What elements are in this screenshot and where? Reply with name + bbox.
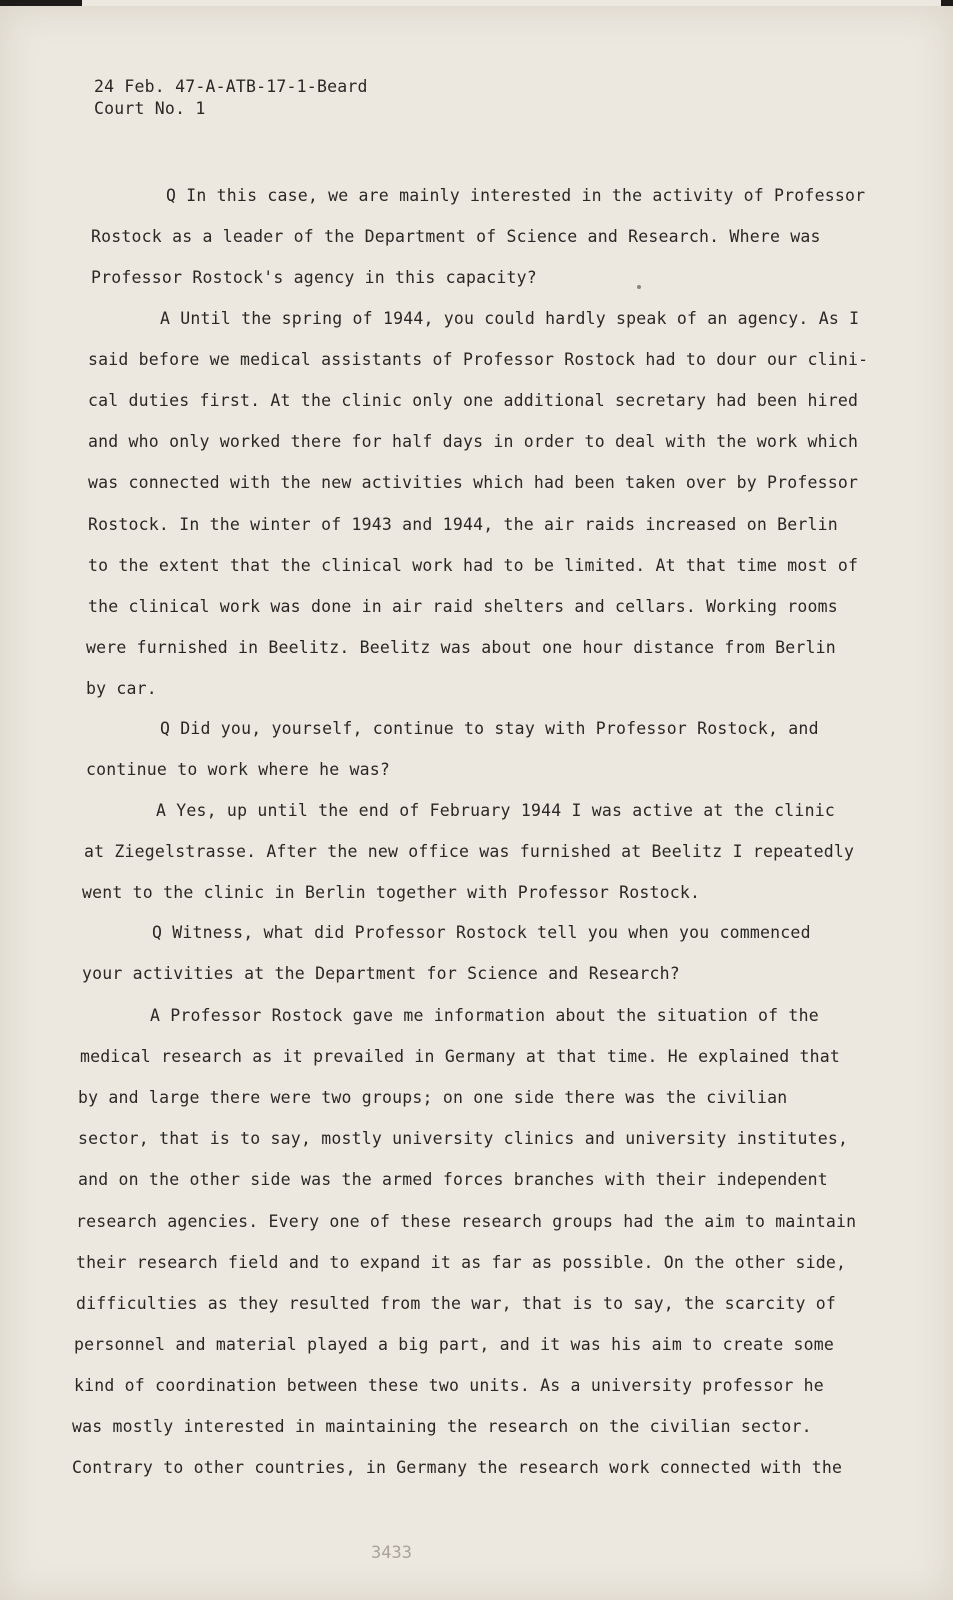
paper-speck [637, 285, 641, 289]
transcript-line: Rostock. In the winter of 1943 and 1944, the air raids increased on Berlin [88, 515, 838, 534]
transcript-line: A Professor Rostock gave me information about the situation of the [150, 1006, 819, 1025]
transcript-line: Q In this case, we are mainly interested in the activity of Professor [166, 186, 866, 205]
transcript-line: Rostock as a leader of the Department of Science and Research. Where was [91, 227, 821, 246]
header-reference: 24 Feb. 47-A-ATB-17-1-Beard [94, 77, 368, 96]
transcript-line: A Until the spring of 1944, you could hardly speak of an agency. As I [160, 309, 860, 328]
transcript-line: by car. [86, 679, 157, 698]
transcript-line: and who only worked there for half days in order to deal with the work which [88, 432, 859, 451]
transcript-line: difficulties as they resulted from the war, that is to say, the scarcity of [76, 1294, 837, 1313]
page-number: 3433 [371, 1543, 412, 1563]
transcript-line: Q Did you, yourself, continue to stay with Professor Rostock, and [160, 719, 819, 738]
transcript-line: to the extent that the clinical work had to be limited. At that time most of [88, 556, 859, 575]
transcript-line: Q Witness, what did Professor Rostock tell you when you commenced [152, 923, 811, 942]
transcript-line: was connected with the new activities which had been taken over by Professor [88, 473, 859, 492]
document-header [94, 76, 368, 120]
transcript-line: the clinical work was done in air raid shelters and cellars. Working rooms [88, 597, 838, 616]
transcript-line: Professor Rostock's agency in this capacity? [91, 268, 537, 287]
transcript-line: continue to work where he was? [86, 760, 391, 779]
transcript-line: was mostly interested in maintaining the research on the civilian sector. [72, 1417, 812, 1436]
transcript-line: were furnished in Beelitz. Beelitz was about one hour distance from Berlin [86, 638, 836, 657]
transcript-line: personnel and material played a big part, and it was his aim to create some [74, 1335, 835, 1354]
transcript-line: A Yes, up until the end of February 1944 I was active at the clinic [156, 801, 835, 820]
transcript-line: by and large there were two groups; on one side there was the civilian [78, 1088, 788, 1107]
transcript-line: sector, that is to say, mostly university clinics and university institutes, [78, 1129, 849, 1148]
transcript-line: research agencies. Every one of these research groups had the aim to maintain [76, 1212, 857, 1231]
transcript-line: and on the other side was the armed forces branches with their independent [78, 1170, 828, 1189]
transcript-line: cal duties first. At the clinic only one additional secretary had been hired [88, 391, 859, 410]
transcript-line: at Ziegelstrasse. After the new office was furnished at Beelitz I repeatedly [84, 842, 855, 861]
header-court: Court No. 1 [94, 99, 206, 118]
transcript-line: Contrary to other countries, in Germany the research work connected with the [72, 1458, 843, 1477]
transcript-line: went to the clinic in Berlin together with Professor Rostock. [82, 883, 701, 902]
document-page [0, 6, 953, 1600]
transcript-line: said before we medical assistants of Professor Rostock had to dour our clini- [88, 350, 869, 369]
transcript-line: kind of coordination between these two units. As a university professor he [74, 1376, 824, 1395]
transcript-line: medical research as it prevailed in Germany at that time. He explained that [80, 1047, 841, 1066]
transcript-line: your activities at the Department for Science and Research? [82, 964, 680, 983]
transcript-line: their research field and to expand it as far as possible. On the other side, [76, 1253, 847, 1272]
